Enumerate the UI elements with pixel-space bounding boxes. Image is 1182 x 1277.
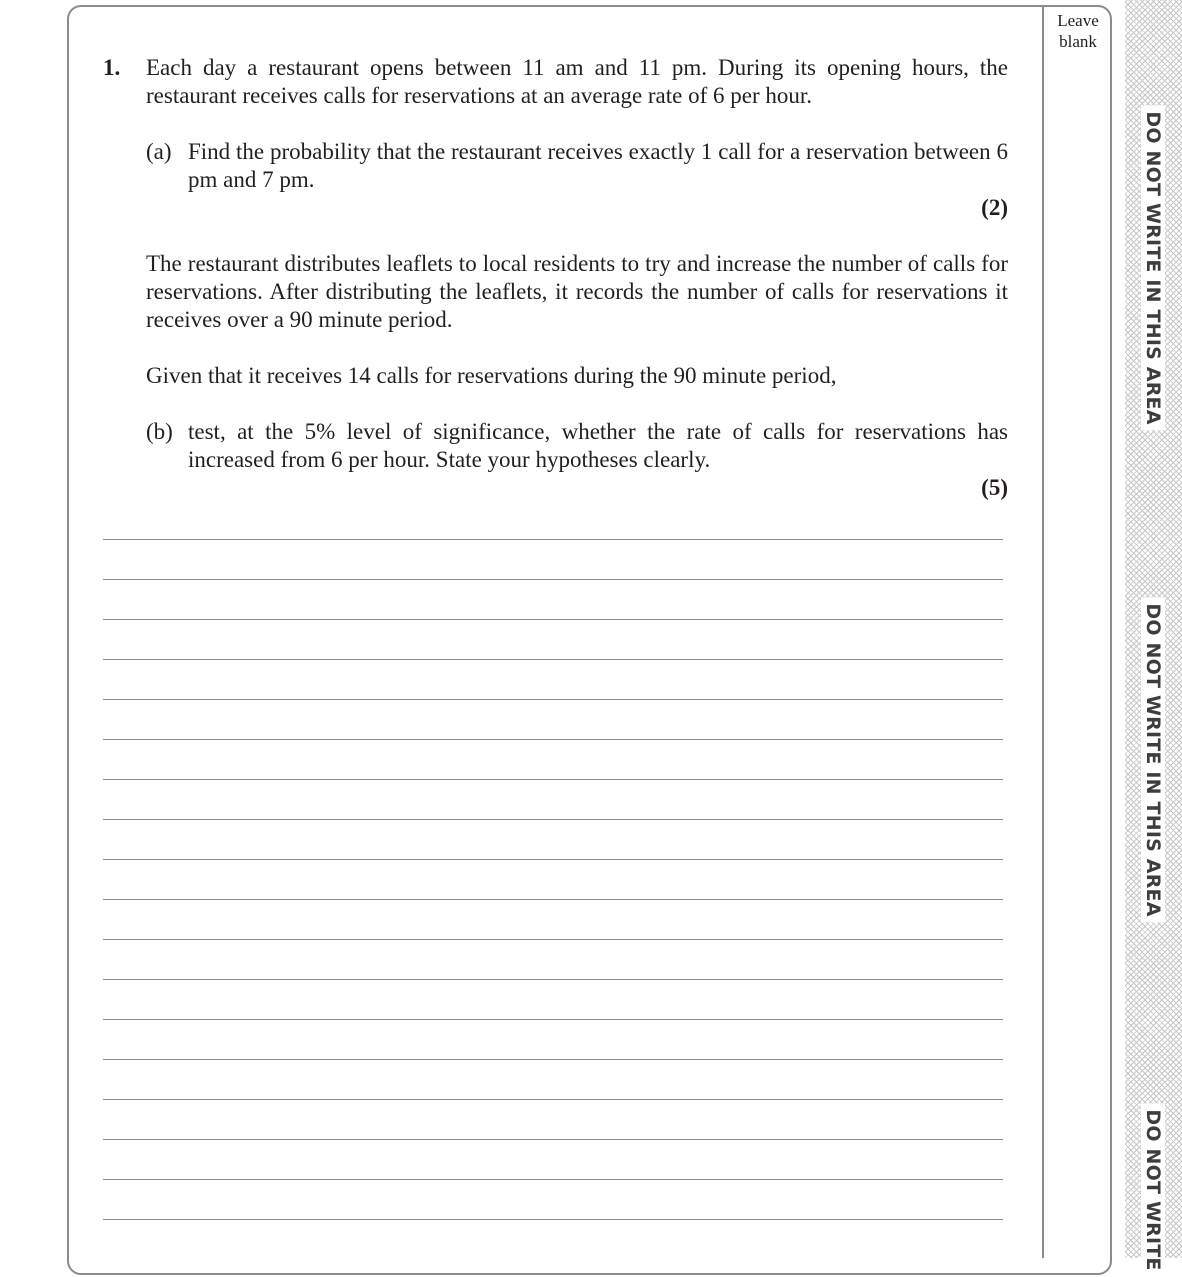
answer-line[interactable] bbox=[103, 700, 1003, 740]
part-a-label: (a) bbox=[146, 139, 172, 164]
leave-blank-label bbox=[1046, 10, 1110, 52]
given-statement: Given that it receives 14 calls for reservations during the 90 minute period, bbox=[146, 363, 837, 388]
answer-line[interactable] bbox=[103, 1060, 1003, 1100]
question-number: 1. bbox=[103, 55, 121, 80]
part-a-text: Find the probability that the restaurant receives exactly 1 call for a reservation between 6 pm and 7 pm. bbox=[188, 139, 1008, 192]
do-not-write-warning-truncated: DO NOT WRITE bbox=[1141, 1103, 1165, 1276]
answer-line[interactable] bbox=[103, 740, 1003, 780]
leave-label-line-1: Leave bbox=[1057, 11, 1099, 30]
answer-line[interactable] bbox=[103, 820, 1003, 860]
part-b-label: (b) bbox=[146, 419, 173, 444]
answer-line[interactable] bbox=[103, 660, 1003, 700]
part-b-marks: (5) bbox=[981, 475, 1008, 500]
answer-line[interactable] bbox=[103, 540, 1003, 580]
answer-line[interactable] bbox=[103, 780, 1003, 820]
answer-line[interactable] bbox=[103, 1140, 1003, 1180]
answer-line[interactable] bbox=[103, 620, 1003, 660]
answer-line[interactable] bbox=[103, 860, 1003, 900]
answer-line[interactable] bbox=[103, 1180, 1003, 1220]
part-a-marks: (2) bbox=[981, 195, 1008, 220]
answer-line[interactable] bbox=[103, 500, 1003, 540]
part-b-text: test, at the 5% level of significance, whether the rate of calls for reservations has increased from 6 per hour. State your hypotheses clearly. bbox=[188, 419, 1008, 472]
leave-label-line-2: blank bbox=[1059, 32, 1097, 51]
answer-line[interactable] bbox=[103, 980, 1003, 1020]
answer-line[interactable] bbox=[103, 940, 1003, 980]
answer-line[interactable] bbox=[103, 1100, 1003, 1140]
do-not-write-warning: DO NOT WRITE IN THIS AREA bbox=[1141, 105, 1165, 430]
answer-area[interactable] bbox=[103, 500, 1003, 1220]
leave-blank-divider bbox=[1042, 6, 1044, 1258]
do-not-write-warning: DO NOT WRITE IN THIS AREA bbox=[1141, 597, 1165, 922]
answer-line[interactable] bbox=[103, 580, 1003, 620]
answer-line[interactable] bbox=[103, 1020, 1003, 1060]
answer-line[interactable] bbox=[103, 900, 1003, 940]
question-intro: Each day a restaurant opens between 11 am and 11 pm. During its opening hours, the restaurant receives calls for reservations at an average rate of 6 per hour. bbox=[146, 55, 1008, 108]
leaflets-paragraph: The restaurant distributes leaflets to local residents to try and increase the number of calls for reservations. After distributing the leaflets, it records the number of calls for reservations it receives over a 90 minute period. bbox=[146, 251, 1008, 332]
